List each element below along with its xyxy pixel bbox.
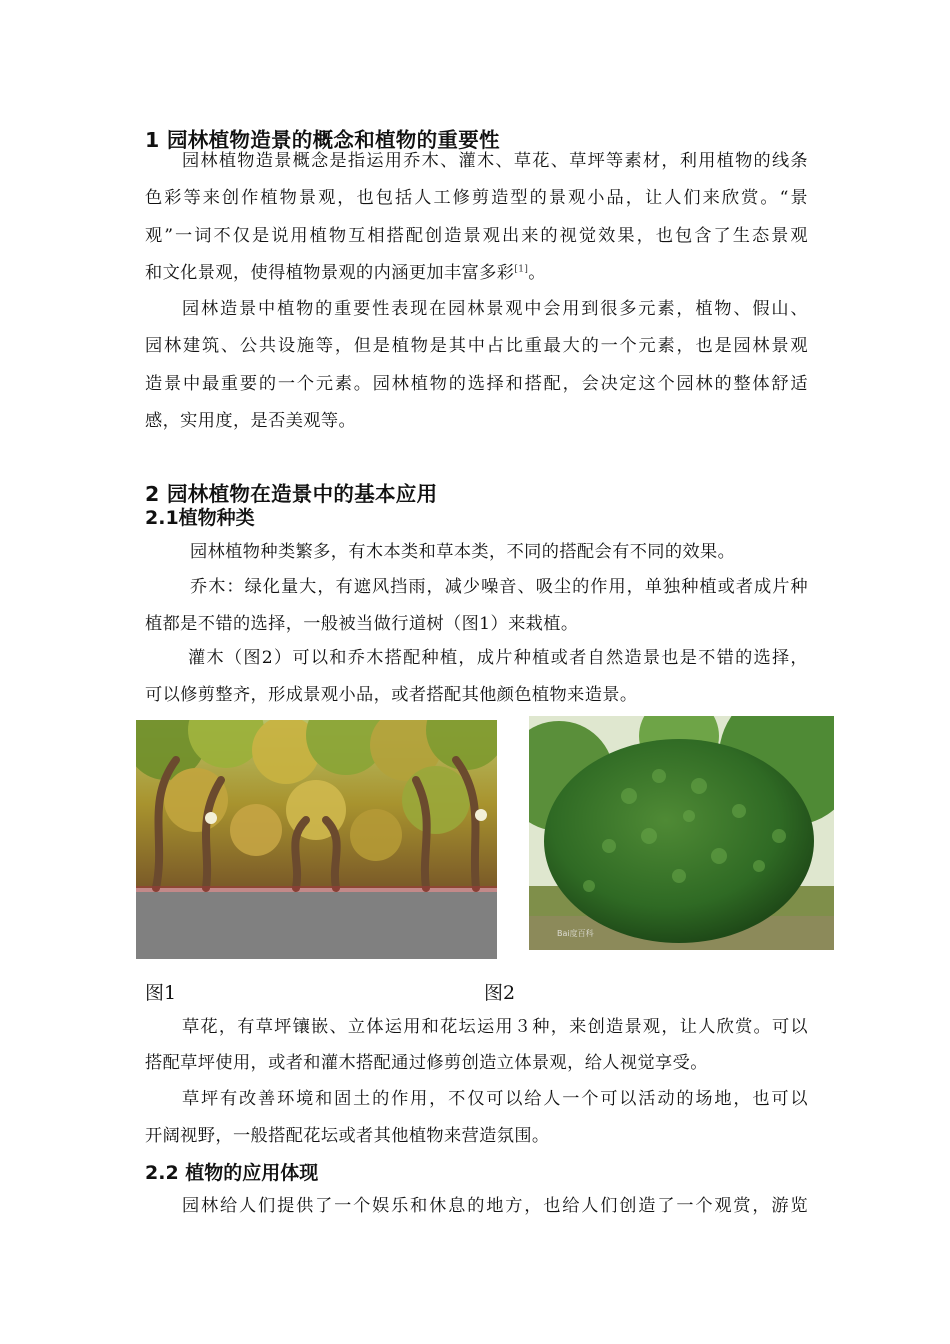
subsection-2-2-heading: 2.2 植物的应用体现 <box>145 1162 319 1184</box>
section-2-heading: 2 园林植物在造景中的基本应用 <box>145 482 438 506</box>
paragraph-line <box>145 261 808 285</box>
paragraph-line: 感，实用度，是否美观等。 <box>145 411 357 431</box>
paragraph-line: 园林给人们提供了一个娱乐和休息的地方，也给人们创造了一个观赏，游览 <box>182 1196 808 1216</box>
subsection-2-1-heading: 2.1植物种类 <box>145 507 255 529</box>
paragraph-line: 观”一词不仅是说用植物互相搭配创造景观出来的视觉效果，也包含了生态景观 <box>145 226 808 246</box>
paragraph-line: 乔木：绿化量大，有遮风挡雨，减少噪音、吸尘的作用，单独种植或者成片种 <box>190 577 808 597</box>
figure-2-caption: 图2 <box>484 982 516 1004</box>
tree-lined-avenue-photo <box>136 720 497 959</box>
round-shrub-image <box>529 716 834 950</box>
figure-1-caption: 图1 <box>145 982 177 1004</box>
paragraph-line: 草坪有改善环境和固土的作用，不仅可以给人一个可以活动的场地，也可以 <box>182 1089 808 1109</box>
paragraph-line: 园林造景中植物的重要性表现在园林景观中会用到很多元素，植物、假山、 <box>182 299 808 319</box>
paragraph-line: 草花，有草坪镶嵌、立体运用和花坛运用３种，来创造景观，让人欣赏。可以 <box>182 1017 808 1037</box>
paragraph-line: 可以修剪整齐，形成景观小品，或者搭配其他颜色植物来造景。 <box>145 685 638 705</box>
paragraph-line: 搭配草坪使用，或者和灌木搭配通过修剪创造立体景观，给人视觉享受。 <box>145 1053 708 1073</box>
paragraph-line: 园林植物造景概念是指运用乔木、灌木、草花、草坪等素材，利用植物的线条 <box>182 151 808 171</box>
citation-link[interactable]: [1] <box>514 264 529 275</box>
paragraph-line: 灌木（图2）可以和乔木搭配种植，成片种植或者自然造景也是不错的选择， <box>188 648 808 668</box>
tree-lined-avenue-image <box>136 720 497 959</box>
paragraph-line: 植都是不错的选择，一般被当做行道树（图1）来栽植。 <box>145 614 579 634</box>
paragraph-line: 色彩等来创作植物景观，也包括人工修剪造型的景观小品，让人们来欣赏。“景 <box>145 188 808 208</box>
baidu-watermark: Bai度百科 <box>557 929 594 938</box>
paragraph-line: 开阔视野，一般搭配花坛或者其他植物来营造氛围。 <box>145 1126 550 1146</box>
round-shrub-photo <box>529 716 834 950</box>
paragraph-line: 园林建筑、公共设施等，但是植物是其中占比重最大的一个元素，也是园林景观 <box>145 336 808 356</box>
paragraph-line: 造景中最重要的一个元素。园林植物的选择和搭配，会决定这个园林的整体舒适 <box>145 374 808 394</box>
section-1-heading: 1 园林植物造景的概念和植物的重要性 <box>145 128 500 152</box>
paragraph-line: 园林植物种类繁多，有木本类和草本类，不同的搭配会有不同的效果。 <box>190 542 736 562</box>
paragraph-text: 和文化景观，使得植物景观的内涵更加丰富多彩 <box>145 263 515 283</box>
paragraph-end: 。 <box>528 263 546 283</box>
